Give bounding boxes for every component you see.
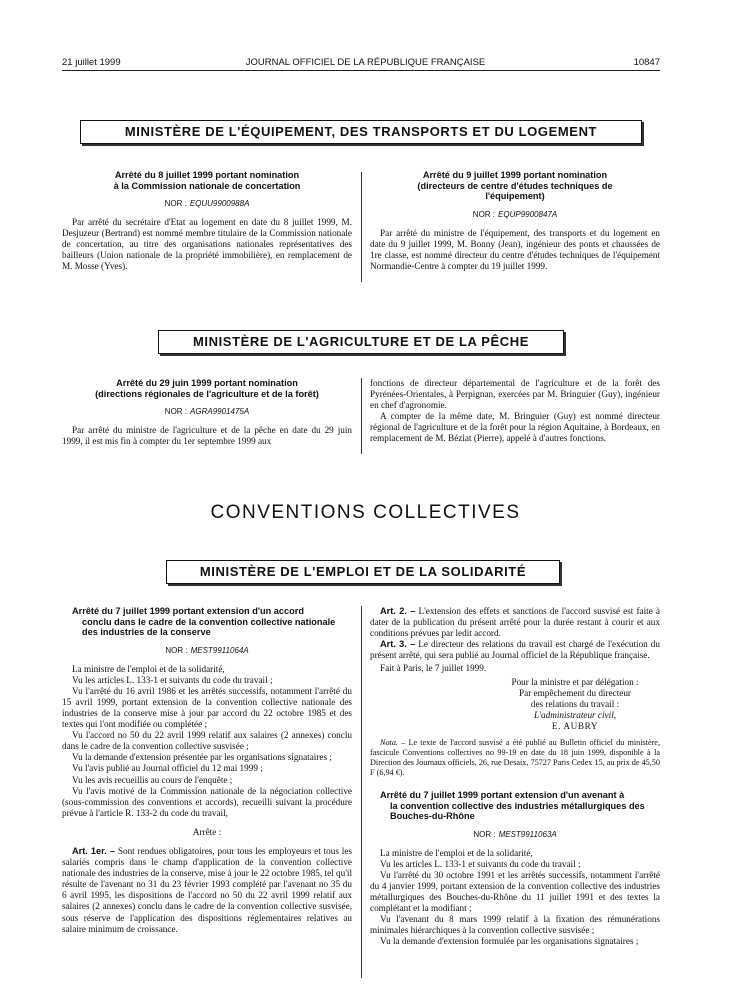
article-text: Sont rendues obligatoires, pour tous les employeurs et tous les salariés compris dans le champ d'application de la convention collective nationale des industries de la conserve, mise à jour le 22 octobre 1985, tel qu'il résulte de l'avenant no 31 du 23 février 1993 complété par l'avenant no 35 du 6 avril 1995, les dispositions de l'accord no 50 du 22 avril 1999 relatif aux salaires (2 annexes) conclu dans le cadre de la convention collective susvisée, sous réserve de l'application des dispositions réglementaires relatives au salaire minimum de croissance.	[62, 846, 352, 934]
arrete-title-line: (directions régionales de l'agriculture et de la forêt)	[95, 388, 319, 399]
arrete-29-juin-continued	[370, 378, 660, 445]
nota-text: Le texte de l'accord susvisé a été publié au Bulletin officiel du ministère, fascicule Conventions collectives no 99-19 en date du 18 juin 1999, disponible à la Direction des Journaux officiels, 26, rue Desaix, 75727 Paris Cedex 15, au prix de 45,50 F (6,94 €).	[370, 738, 660, 778]
header-page-number: 10847	[633, 57, 660, 68]
visa-paragraph: Vu l'avis motivé de la Commission nationale de la négociation collective (sous-commission des conventions et accords), recueilli suivant la procédure prévue à l'article R. 133-2 du code du travail,	[62, 785, 352, 818]
visa-paragraph: Vu l'avenant du 8 mars 1999 relatif à la fixation des rémunérations minimales hiérarchiques à la convention collective susvisée ;	[370, 914, 660, 936]
visa-paragraph: Vu la demande d'extension présentée par les organisations signataires ;	[72, 752, 332, 763]
nor-value: AGRA9901475A	[190, 407, 250, 416]
article-text: Le directeur des relations du travail est chargé de l'exécution du présent arrêté, qui sera publié au Journal officiel de la République française.	[370, 639, 660, 661]
arrete-29-juin	[62, 378, 352, 447]
article-3	[370, 639, 660, 661]
header-journal-title: JOURNAL OFFICIEL DE LA RÉPUBLIQUE FRANÇAISE	[245, 57, 486, 68]
arrete-title	[62, 378, 352, 399]
nor-label: NOR :	[473, 829, 496, 839]
visa-paragraph: Vu les avis recueillis au cours de l'enquête ;	[72, 774, 233, 785]
visa-paragraph: Vu les articles L. 133-1 et suivants du code du travail ;	[72, 674, 273, 685]
fait-a-paris: Fait à Paris, le 7 juillet 1999.	[380, 663, 487, 674]
arrete-title-line: l'équipement)	[485, 191, 545, 201]
nor-label: NOR :	[472, 209, 496, 219]
arrete-body: Par arrêté du secrétaire d'Etat au logement en date du 8 juillet 1999, M. Desjuzeur (Bertrand) est nommé membre titulaire de la Commission nationale de concertation, au titre des organisations nationales représentatives des bailleurs (Union nationale de la propriété immobilière), en remplacement de M. Mosse (Yves).	[62, 217, 352, 272]
nor-value: MEST9911063A	[498, 829, 557, 839]
signature-line: Pour la ministre et par délégation :	[511, 676, 639, 687]
nor-value: EQUU9900988A	[189, 199, 250, 208]
article-text: L'extension des effets et sanctions de l'accord susvisé est faite à dater de la publication du présent arrêté pour la durée restant à courir et aux conditions prévues par ledit accord.	[370, 606, 661, 639]
column-divider	[361, 172, 362, 282]
arrete-extension-conserve	[62, 606, 352, 935]
visa-paragraph: La ministre de l'emploi et de la solidarité,	[72, 663, 225, 674]
arrete-title-line: conclu dans le cadre de la convention collective nationale des industries de la conserve	[82, 616, 336, 637]
article-label: Art. 1er. –	[72, 846, 115, 856]
signature-line: L'administrateur civil,	[533, 709, 617, 720]
nor-label: NOR :	[164, 407, 188, 416]
nor-reference	[62, 645, 352, 656]
arrete-title	[62, 606, 352, 638]
nor-reference	[62, 198, 352, 209]
arrete-title-line: Arrêté du 7 juillet 1999 portant extension d'un avenant à	[380, 790, 625, 801]
visa-paragraph: Vu la demande d'extension formulée par les organisations signataires ;	[380, 936, 639, 947]
arrete-title-line: Arrêté du 9 juillet 1999 portant nomination	[422, 170, 608, 180]
signature-line: des relations du travail :	[530, 698, 620, 709]
arrete-body: Par arrêté du ministre de l'agriculture et de la pêche en date du 29 juin 1999, il est mis fin à compter du 1er septembre 1999 aux	[62, 425, 352, 447]
nor-reference	[62, 406, 352, 417]
visa-paragraph: Vu l'avis publié au Journal officiel du 12 mai 1999 ;	[72, 763, 263, 774]
nor-reference	[370, 829, 660, 840]
article-2	[370, 606, 660, 639]
article-label: Art. 3. –	[380, 639, 416, 650]
arrete-title-line: Arrêté du 8 juillet 1999 portant nomination	[114, 170, 300, 180]
arrete-extension-conserve-continued	[370, 606, 660, 947]
arrete-title-line: à la Commission nationale de concertation	[113, 180, 301, 191]
arrete-body: fonctions de directeur départemental de l'agriculture et de la forêt des Pyrénées-Orientales, à Perpignan, exercées par M. Bringuier (Guy), ingénieur en chef d'agronomie.	[370, 378, 660, 411]
visa-paragraph: La ministre de l'emploi et de la solidarité,	[380, 847, 533, 858]
visa-paragraph: Vu l'arrêté du 16 avril 1986 et les arrêtés successifs, notamment l'arrêté du 15 avril 1999, portant extension de la convention collective nationale des industries de la conserve mise à jour par accord du 22 octobre 1985 et des textes qui l'ont modifiée ou complétée ;	[62, 685, 352, 730]
ministry-heading-equipement: MINISTÈRE DE L'ÉQUIPEMENT, DES TRANSPORTS ET DU LOGEMENT	[80, 120, 642, 144]
nor-label: NOR :	[165, 645, 188, 655]
signature-line: Par empêchement du directeur	[519, 687, 631, 698]
arrete-title	[62, 170, 352, 191]
nor-value: EQUP9900847A	[498, 209, 558, 219]
visa-paragraph: Vu l'accord no 50 du 22 avril 1999 relatif aux salaires (2 annexes) conclu dans le cadre de la convention collective susvisée ;	[62, 730, 352, 752]
arrete-title	[370, 790, 660, 822]
ministry-heading-agriculture: MINISTÈRE DE L'AGRICULTURE ET DE LA PÊCHE	[158, 330, 564, 354]
arrete-title-line: Arrêté du 7 juillet 1999 portant extension d'un accord	[72, 606, 304, 616]
nor-reference	[370, 209, 660, 220]
arrete-title-line: (directeurs de centre d'études techniques de	[417, 180, 613, 191]
column-divider	[361, 378, 362, 454]
nota-note	[370, 738, 660, 778]
visa-paragraph: Vu les articles L. 133-1 et suivants du code du travail ;	[380, 858, 581, 869]
header-rule	[62, 70, 660, 71]
visa-paragraph: Vu l'arrêté du 30 octobre 1991 et les arrêtés successifs, notamment l'arrêté du 4 janvier 1999, portant extension de la convention collective des industries métallurgiques des Bouches-du-Rhône du 11 juillet 1991 et des textes la complétant et la modifiant ;	[370, 869, 660, 914]
article-label: Art. 2. –	[380, 606, 416, 616]
column-divider	[361, 606, 362, 978]
nor-label: NOR :	[164, 199, 187, 208]
signature-block	[490, 677, 660, 732]
nor-value: MEST9911064A	[190, 645, 249, 655]
article-1	[62, 846, 352, 935]
conventions-collectives-title: CONVENTIONS COLLECTIVES	[210, 502, 521, 523]
arrete-9-juillet	[370, 170, 660, 272]
arrete-title-line: Arrêté du 29 juin 1999 portant nomination	[116, 378, 298, 388]
ministry-heading-emploi: MINISTÈRE DE L'EMPLOI ET DE LA SOLIDARITÉ	[166, 560, 560, 584]
arrete-body: A compter de la même date, M. Bringuier (Guy) est nommé directeur régional de l'agriculture et de la forêt pour la région Aquitaine, à Bordeaux, en remplacement de M. Béziat (Pierre), appelé à d'autres fonctions.	[370, 411, 660, 444]
signatory-name: E. AUBRY	[551, 720, 599, 731]
arrete-keyword: Arrête :	[192, 826, 222, 837]
nota-label: Nota. –	[380, 738, 406, 748]
arrete-title	[370, 170, 660, 202]
arrete-body: Par arrêté du ministre de l'équipement, des transports et du logement en date du 9 juillet 1999, M. Bonny (Jean), ingénieur des ponts et chaussées de 1re classe, est nommé directeur du centre d'études techniques de l'équipement Normandie-Centre à compter du 19 juillet 1999.	[370, 227, 660, 271]
arrete-8-juillet	[62, 170, 352, 273]
arrete-title-line: la convention collective des industries métallurgiques des Bouches-du-Rhône	[390, 800, 645, 822]
header-date: 21 juillet 1999	[62, 57, 121, 68]
